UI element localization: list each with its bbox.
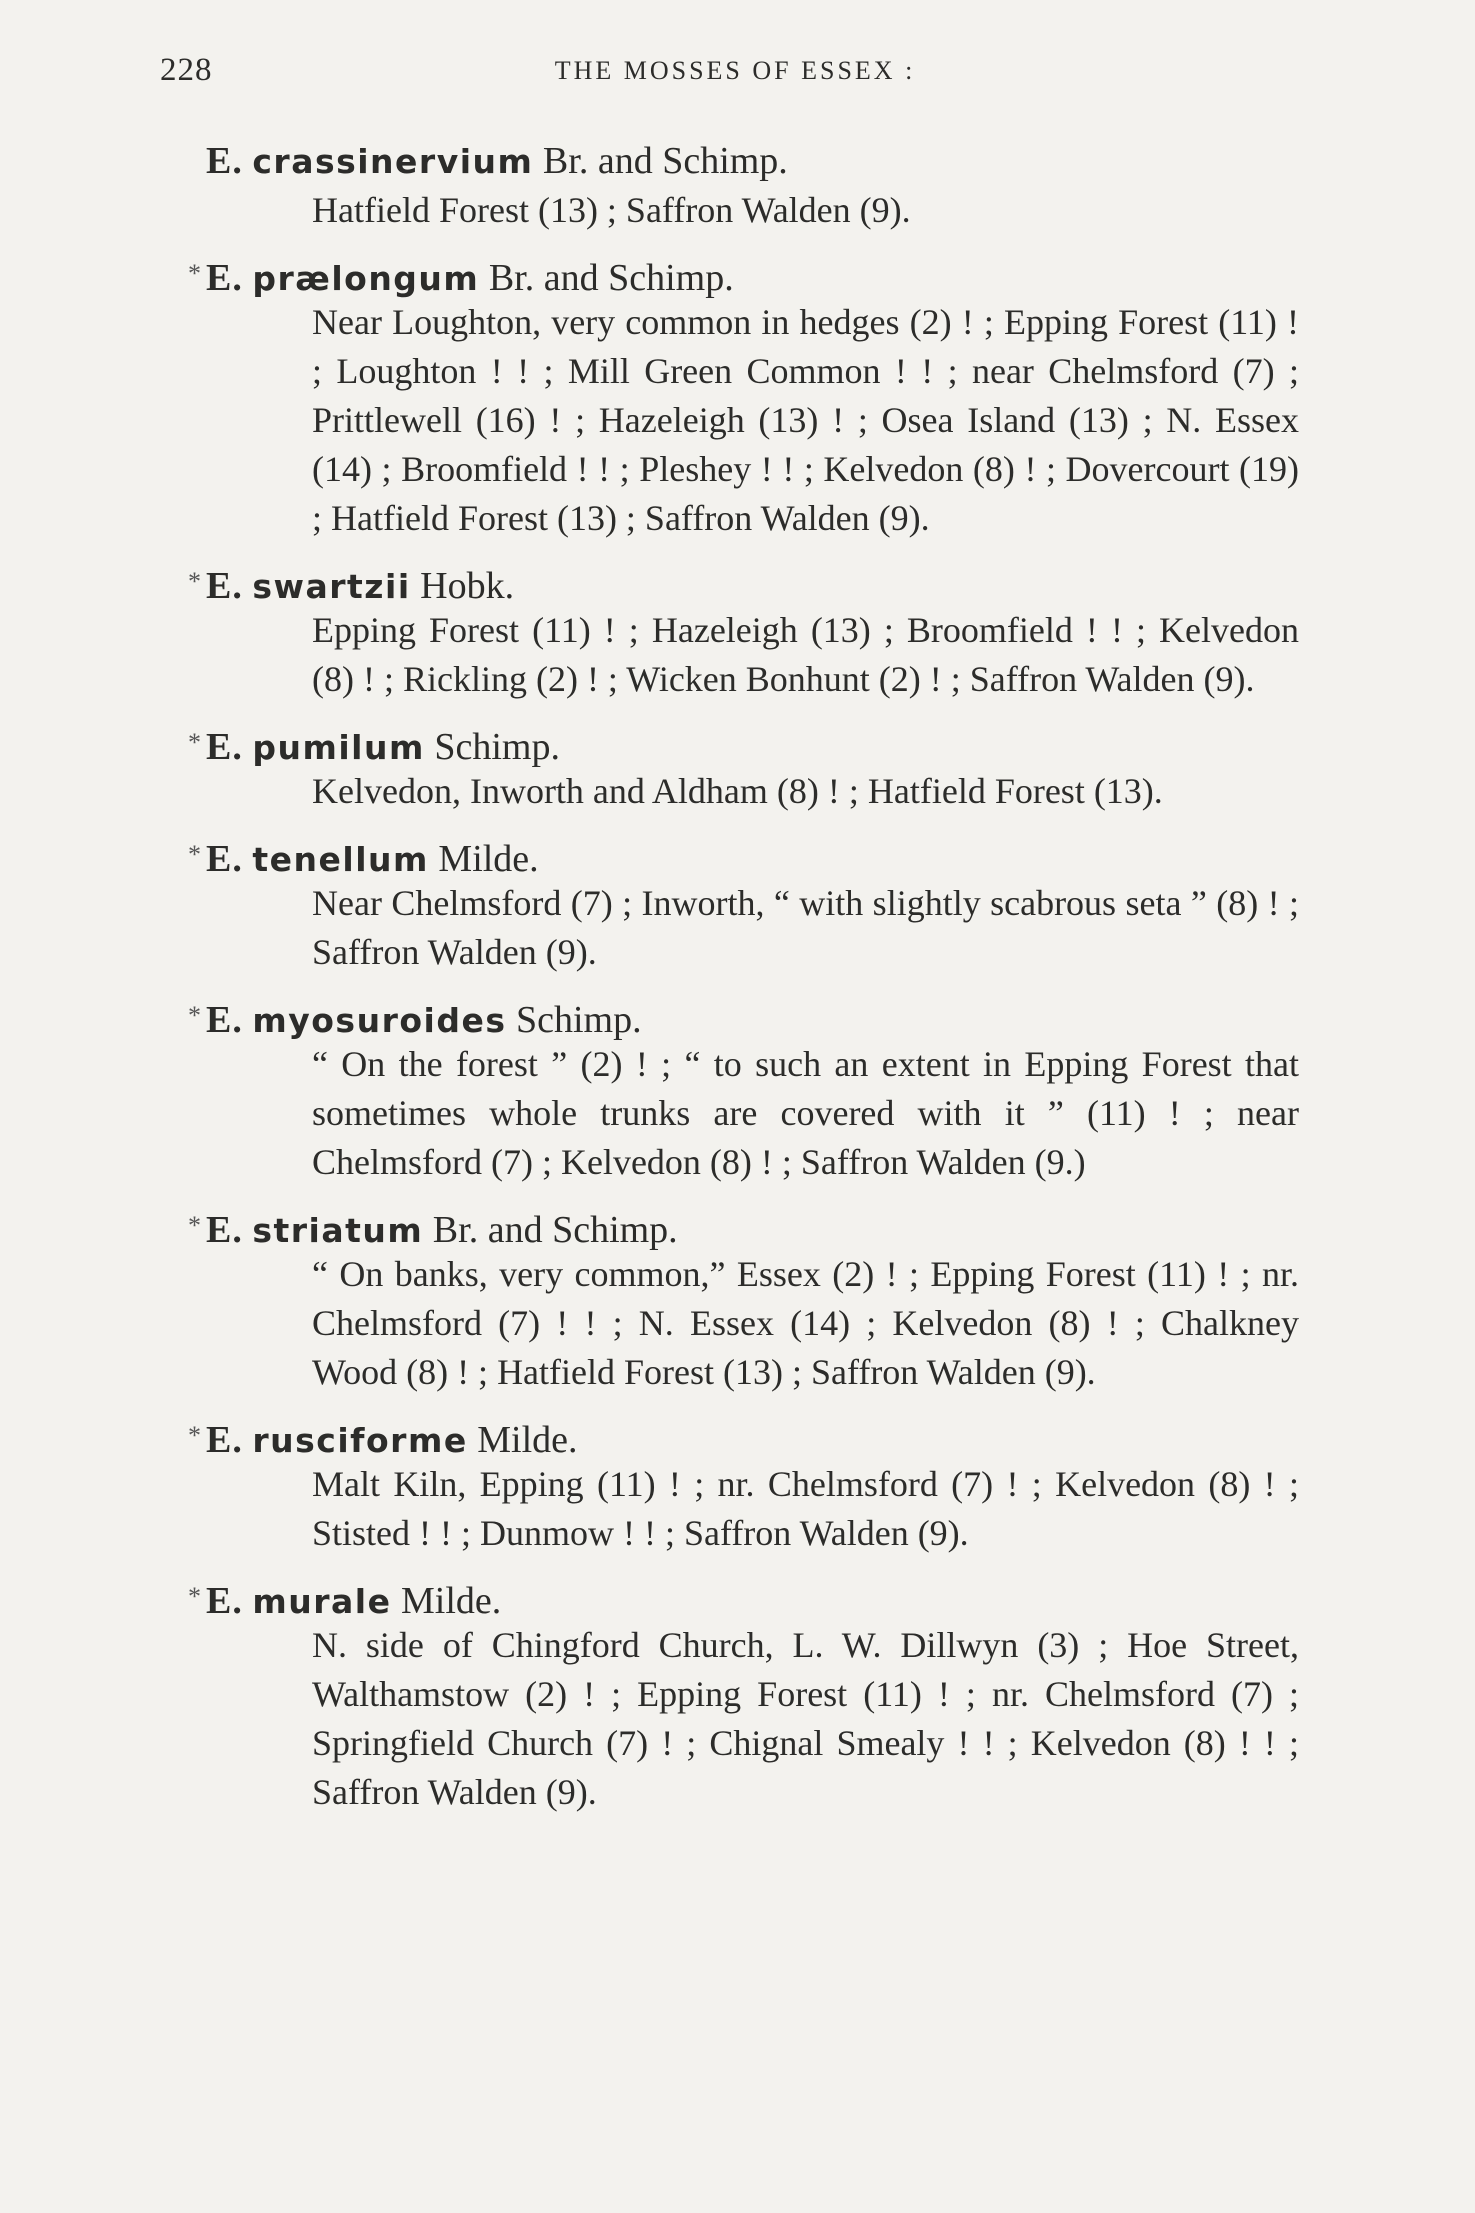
entry-heading [188, 991, 1308, 1040]
genus-abbrev: E. [206, 1580, 243, 1622]
locality-records: N. side of Chingford Church, L. W. Dillwyn (3) ; Hoe Street, Walthamstow (2) ! ; Epping Forest (11) ! ; nr. Chelmsford (7) ; Springfield Church (7) ! ; Chignal Smealy ! ! ; Kelvedon (8) ! ! ; Saffron Walden (9). [312, 1625, 1299, 1812]
species-name: pumilum [252, 728, 425, 767]
species-name: swartzii [252, 567, 411, 606]
species-list [188, 137, 1308, 1831]
species-name: crassinervium [252, 142, 534, 181]
authority: Milde. [477, 1419, 578, 1461]
authority: Br. and Schimp. [432, 1209, 678, 1251]
entry-heading [188, 1411, 1308, 1460]
authority: Milde. [400, 1580, 502, 1622]
page-header [160, 52, 1310, 96]
locality-records: “ On the forest ” (2) ! ; “ to such an extent in Epping Forest that sometimes whole trunks are covered with it ” (11) ! ; near Chelmsford (7) ; Kelvedon (8) ! ; Saffron Walden (9.) [312, 1044, 1299, 1182]
species-name: murale [252, 1582, 392, 1621]
species-name: tenellum [252, 840, 429, 879]
species-entry [188, 830, 1308, 977]
species-name: rusciforme [252, 1421, 468, 1460]
authority: Hobk. [420, 565, 515, 607]
genus-abbrev: E. [206, 257, 243, 299]
entry-heading [188, 557, 1308, 606]
genus-abbrev: E. [206, 999, 243, 1041]
county-record-star: * [188, 259, 201, 288]
species-name: myosuroides [252, 1001, 507, 1040]
genus-abbrev: E. [206, 1209, 243, 1251]
locality-records: Near Chelmsford (7) ; Inworth, “ with slightly scabrous seta ” (8) ! ; Saffron Walden (9). [312, 883, 1299, 972]
county-record-star: * [188, 567, 201, 596]
authority: Milde. [438, 838, 539, 880]
locality-records: Malt Kiln, Epping (11) ! ; nr. Chelmsford (7) ! ; Kelvedon (8) ! ; Stisted ! ! ; Dunmow ! ! ; Saffron Walden (9). [312, 1464, 1299, 1553]
species-entry [188, 1201, 1308, 1397]
locality-records: Kelvedon, Inworth and Aldham (8) ! ; Hatfield Forest (13). [312, 771, 1163, 811]
species-entry [188, 557, 1308, 704]
entry-heading [188, 830, 1308, 879]
county-record-star: * [188, 1582, 201, 1611]
entry-heading [188, 1201, 1308, 1250]
genus-abbrev: E. [206, 726, 243, 768]
species-entry [188, 1572, 1308, 1817]
species-entry [188, 1411, 1308, 1558]
authority: Schimp. [515, 999, 642, 1041]
species-entry [188, 137, 1308, 235]
authority: Schimp. [434, 726, 560, 768]
running-title: THE MOSSES OF ESSEX : [554, 56, 916, 85]
entry-heading [188, 137, 1308, 186]
entry-heading [188, 249, 1308, 298]
entry-heading [188, 718, 1308, 767]
species-entry [188, 718, 1308, 816]
page-number: 228 [160, 52, 213, 88]
locality-records: Hatfield Forest (13) ; Saffron Walden (9). [312, 190, 911, 230]
species-entry [188, 991, 1308, 1187]
county-record-star: * [188, 1421, 201, 1450]
locality-records: “ On banks, very common,” Essex (2) ! ; Epping Forest (11) ! ; nr. Chelmsford (7) ! ! ; N. Essex (14) ; Kelvedon (8) ! ; Chalkney Wood (8) ! ; Hatfield Forest (13) ; Saffron Walden (9). [312, 1254, 1299, 1392]
genus-abbrev: E. [206, 140, 243, 182]
entry-heading [188, 1572, 1308, 1621]
county-record-star: * [188, 728, 201, 757]
species-entry [188, 249, 1308, 543]
county-record-star: * [188, 1211, 201, 1240]
locality-records: Near Loughton, very common in hedges (2) ! ; Epping Forest (11) ! ; Loughton ! ! ; Mill Green Common ! ! ; near Chelmsford (7) ; Prittlewell (16) ! ; Hazeleigh (13) ! ; Osea Island (13) ; N. Essex (14) ; Broomfield ! ! ; Pleshey ! ! ; Kelvedon (8) ! ; Dovercourt (19) ; Hatfield Forest (13) ; Saffron Walden (9). [312, 302, 1299, 538]
county-record-star: * [188, 1001, 201, 1030]
county-record-star: * [188, 840, 201, 869]
genus-abbrev: E. [206, 838, 243, 880]
genus-abbrev: E. [206, 565, 243, 607]
authority: Br. and Schimp. [542, 140, 788, 182]
genus-abbrev: E. [206, 1419, 243, 1461]
authority: Br. and Schimp. [488, 257, 734, 299]
species-name: prælongum [252, 259, 480, 298]
locality-records: Epping Forest (11) ! ; Hazeleigh (13) ; Broomfield ! ! ; Kelvedon (8) ! ; Rickling (2) ! ; Wicken Bonhunt (2) ! ; Saffron Walden (9). [312, 610, 1299, 699]
species-name: striatum [252, 1211, 424, 1250]
